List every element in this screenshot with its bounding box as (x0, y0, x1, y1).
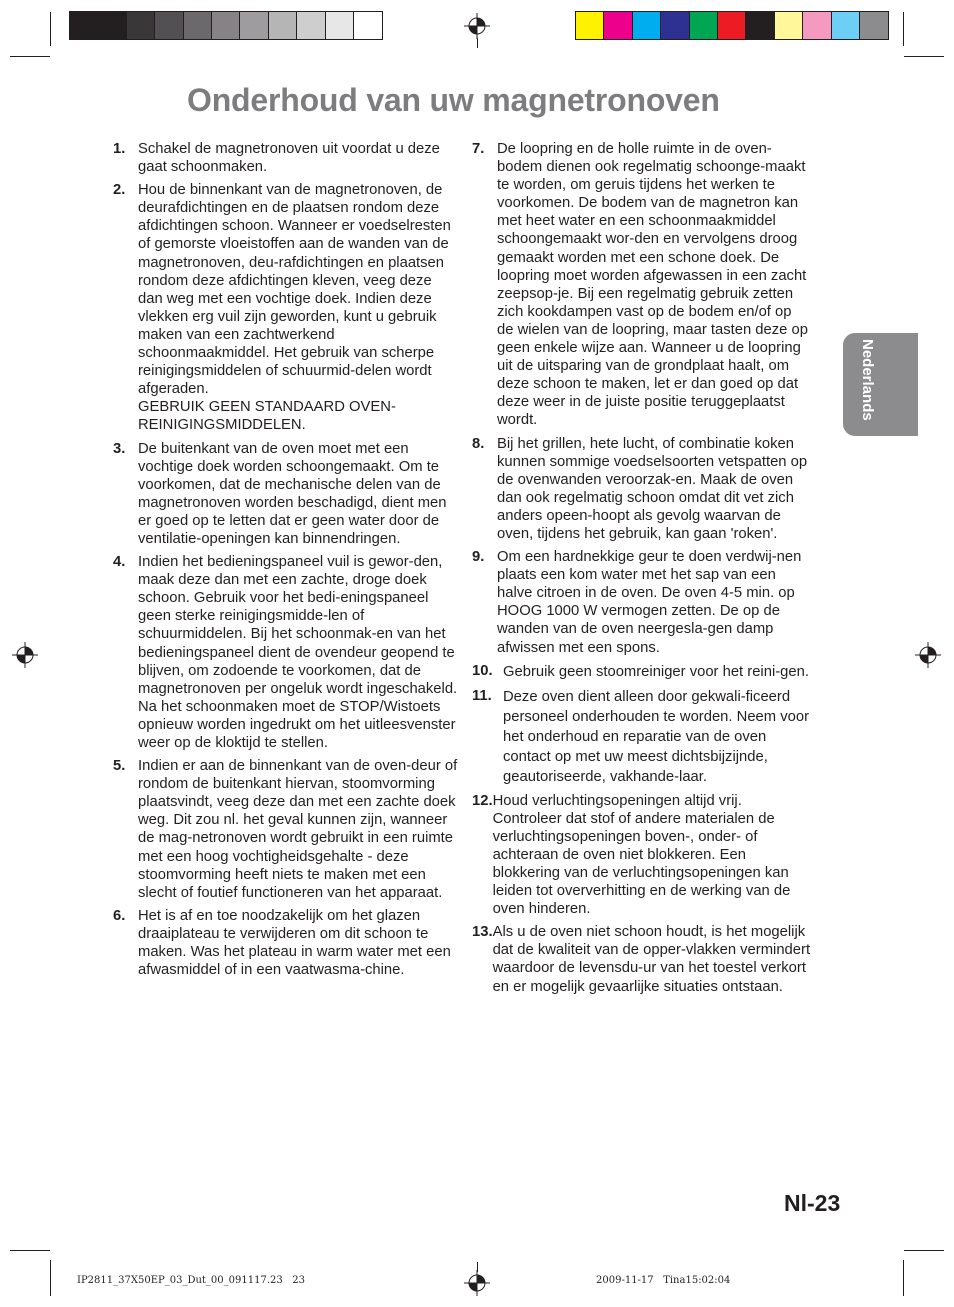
item-text (138, 181, 458, 434)
item-number: 12. (472, 792, 493, 809)
language-label: Nederlands (859, 339, 876, 421)
color-swatch (240, 12, 268, 39)
page-title: Onderhoud van uw magnetronoven (187, 82, 720, 118)
right-column (472, 140, 812, 1001)
color-swatch (326, 12, 354, 39)
item-paragraph: Indien het bedieningspaneel vuil is gewor-den, maak deze dan met een zachte, droge doek schoon. Gebruik voor het bedi-eningspaneel geen sterke reinigingsmidde-len of schuurmiddelen. Bij het schoonmak-en van het bedieningspaneel dient de ovendeur geopend te blijven, om zodoende te voorkomen, dat de magnetronoven per ongeluk wordt ingeschakeld. Na het schoonmaken moet de STOP/Wistoets opnieuw worden ingedrukt om het uitleesvenster weer op de kloktijd te stellen. (138, 554, 458, 751)
language-side-tab (843, 333, 918, 436)
crop-mark (10, 1250, 50, 1251)
color-swatch (576, 12, 604, 39)
item-paragraph: Gebruik geen stoomreiniger voor het reini-gen. (503, 663, 809, 680)
color-swatch (803, 12, 831, 39)
color-swatch (718, 12, 746, 39)
item-text (138, 757, 458, 902)
list-item (113, 553, 458, 752)
color-swatch (212, 12, 240, 39)
item-paragraph: GEBRUIK GEEN STANDAARD OVEN-REINIGINGSMIDDELEN. (138, 399, 396, 434)
list-item (113, 907, 458, 979)
list-item (472, 687, 812, 787)
item-text (493, 792, 812, 919)
item-number: 1. (113, 141, 126, 157)
list-item (113, 440, 458, 549)
list-item (472, 662, 812, 682)
print-slug-date: 2009-11-17 Tina15:02:04 (596, 1275, 731, 1286)
color-swatch (354, 12, 382, 39)
item-paragraph: De buitenkant van de oven moet met een vochtige doek worden schoongemaakt. Om te voorkomen, dat de mechanische delen van de magnetronoven worden beschadigd, dient men er goed op te letten dat er geen water door de ventilatie-openingen kan binnendringen. (138, 440, 447, 547)
item-number: 6. (113, 907, 126, 924)
color-swatch (70, 12, 98, 39)
registration-mark-icon (915, 642, 941, 668)
crop-mark (10, 56, 50, 57)
item-paragraph: Hou de binnenkant van de magnetronoven, de deurafdichtingen en de plaatsen rondom deze afdichtingen schoon. Wanneer er voedselresten of gemorste vloeistoffen aan de wanden van de magnetronoven, deu-rafdichtingen en plaatsen rondom deze afdichtingen kleven, veeg deze dan weg met een vochtige doek. Indien deze vlekken erg vuil zijn geworden, kunt u gebruik maken van een zachtwerkend schoonmaakmiddel. Het gebruik van scherpe reinigingsmiddelen of schuurmid-delen wordt afgeraden. (138, 182, 451, 398)
print-slug-file: IP2811_37X50EP_03_Dut_00_091117.23 23 (77, 1275, 305, 1286)
item-paragraph: Schakel de magnetronoven uit voordat u deze gaat schoonmaken. (138, 141, 440, 176)
color-swatch (155, 12, 183, 39)
registration-mark-icon (464, 1270, 490, 1296)
crop-mark (904, 1250, 944, 1251)
item-paragraph: Bij het grillen, hete lucht, of combinatie koken kunnen sommige voedselsoorten vetspatten op de ovenwanden veroorzak-en. Maak de oven dan ook regelmatig schoon omdat dit vet zich anders opeen-hoopt als gevolg waarvan de oven, tijdens het gebruik, kan gaan 'roken'. (497, 435, 808, 542)
color-swatch (661, 12, 689, 39)
list-item (113, 181, 458, 434)
crop-mark (903, 1260, 904, 1296)
item-number: 8. (472, 435, 485, 452)
list-item (113, 140, 458, 176)
item-text (503, 687, 812, 787)
page-number: Nl-23 (784, 1190, 841, 1216)
item-text (497, 548, 812, 657)
item-text (138, 140, 458, 176)
item-paragraph: De loopring en de holle ruimte in de oven-bodem dienen ook regelmatig schoonge-maakt te worden, om geruis tijdens het werken te voorkomen. De bodem van de magnetron kan met heet water en een schoonmaakmiddel schoongemaakt wor-den en vervolgens droog gemaakt worden met een schone doek. De loopring moet worden afgewassen in een zacht zeepsop-je. Bij een regelmatig gebruik zetten zich kookdampen vast op de bodem en/of op de wielen van de loopring, maar tasten deze op geen enkele wijze aan. Wanneer u de loopring uit de uitsparing van de grondplaat haalt, om deze schoon te maken, let er dan goed op dat deze weer in de juiste positie teruggeplaatst wordt. (497, 141, 808, 429)
item-number: 5. (113, 758, 126, 775)
registration-mark-icon (12, 642, 38, 668)
color-swatch (269, 12, 297, 39)
color-swatch (184, 12, 212, 39)
item-paragraph: Deze oven dient alleen door gekwali-ficeerd personeel onderhouden te worden. Neem voor het onderhoud en reparatie van de oven contact op met uw meest dichtsbijzijnde, geautoriseerde, vakhande-laar. (503, 688, 810, 785)
item-text (503, 662, 812, 682)
color-swatch (832, 12, 860, 39)
list-item (113, 757, 458, 902)
color-swatch (746, 12, 774, 39)
list-item (472, 140, 812, 430)
left-column (113, 140, 458, 984)
item-number: 2. (113, 182, 126, 199)
item-number: 11. (472, 687, 492, 704)
item-number: 9. (472, 549, 485, 566)
item-number: 10. (472, 662, 493, 679)
crop-mark (904, 56, 944, 57)
list-item (472, 792, 812, 919)
color-swatch (633, 12, 661, 39)
item-paragraph: Als u de oven niet schoon houdt, is het mogelijk dat de kwaliteit van de opper-vlakken vermindert waardoor de levensdu-ur van het toestel verkort en er mogelijk gevaarlijke situaties ontstaan. (492, 924, 811, 995)
item-text (138, 440, 458, 549)
list-item (472, 435, 812, 544)
color-swatch (860, 12, 888, 39)
item-paragraph: Om een hardnekkige geur te doen verdwij-nen plaats een kom water met het sap van een halve citroen in de oven. De oven 4-5 min. op HOOG 1000 W vermogen zetten. De op de wanden van de oven neergesla-gen damp afwissen met een spons. (497, 549, 802, 656)
color-swatch (690, 12, 718, 39)
item-number: 13. (472, 924, 493, 941)
item-number: 4. (113, 554, 126, 571)
color-control-strip (575, 11, 889, 40)
registration-mark-icon (464, 13, 490, 39)
item-text (497, 435, 812, 544)
grayscale-control-strip (69, 11, 383, 40)
item-paragraph: Het is af en toe noodzakelijk om het glazen draaiplateau te verwijderen om dit schoon te maken. Was het plateau in warm water met een afwasmiddel of in een vaatwasma-chine. (138, 907, 451, 979)
crop-mark (903, 12, 904, 46)
item-text (493, 923, 812, 995)
crop-mark (477, 38, 478, 48)
item-paragraph: Houd verluchtingsopeningen altijd vrij. Controleer dat stof of andere materialen de verluchtingsopeningen boven-, onder- of achteraan de oven niet blokkeren. Een blokkering van de verluchtingsopeningen kan leiden tot oververhitting en de werking van de oven hinderen. (492, 792, 791, 918)
item-text (497, 140, 812, 430)
list-item (472, 923, 812, 995)
item-text (138, 553, 458, 752)
item-number: 7. (472, 141, 485, 157)
list-item (472, 548, 812, 657)
crop-mark (50, 12, 51, 46)
color-swatch (127, 12, 155, 39)
item-paragraph: Indien er aan de binnenkant van de oven-deur of rondom de buitenkant hiervan, stoomvorming plaatsvindt, veeg deze dan met een zachte doek weg. Dit zou nl. het geval kunnen zijn, wanneer de mag-netronoven wordt gebruikt in een ruimte met een hoog vochtigheidsgehalte - deze stoomvorming heeft niets te maken met een slecht of foutief functioneren van het apparaat. (138, 758, 458, 901)
color-swatch (604, 12, 632, 39)
item-text (138, 907, 458, 979)
color-swatch (98, 12, 126, 39)
color-swatch (297, 12, 325, 39)
item-number: 3. (113, 440, 126, 457)
color-swatch (775, 12, 803, 39)
crop-mark (50, 1260, 51, 1296)
